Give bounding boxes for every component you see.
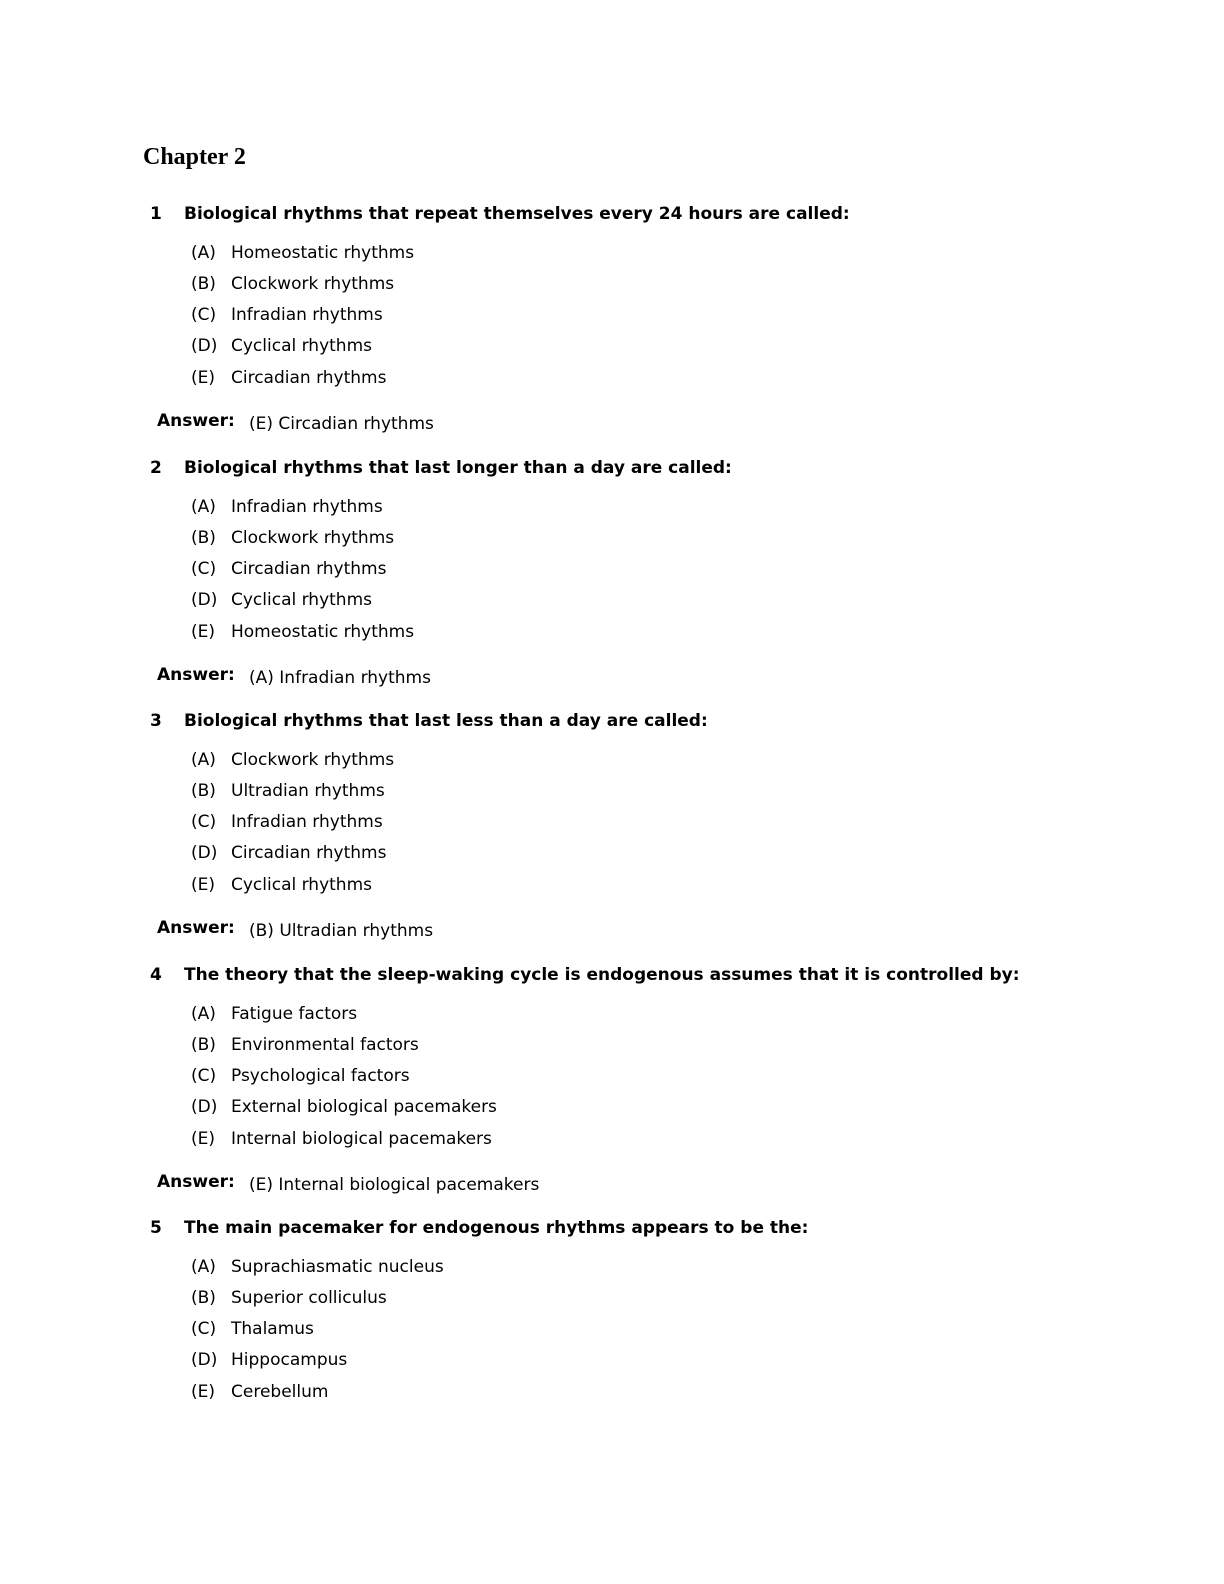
option-a xyxy=(191,496,383,518)
option-e xyxy=(191,621,414,643)
question-number: 2 xyxy=(150,458,162,478)
question-3 xyxy=(0,710,1224,940)
answer-label: Answer: xyxy=(157,1172,235,1192)
option-a xyxy=(191,242,414,264)
answer-value: (E) Circadian rhythms xyxy=(249,414,434,434)
option-text: Homeostatic rhythms xyxy=(231,243,415,263)
option-c xyxy=(191,1065,410,1087)
option-d xyxy=(191,1349,347,1371)
option-a xyxy=(191,1003,357,1025)
answer-row xyxy=(157,667,431,689)
option-c xyxy=(191,1318,314,1340)
question-number: 1 xyxy=(150,204,162,224)
option-letter: (E) xyxy=(191,622,216,642)
option-e xyxy=(191,1381,328,1403)
option-b xyxy=(191,273,394,295)
option-e xyxy=(191,874,372,896)
option-letter: (B) xyxy=(191,1288,216,1308)
option-c xyxy=(191,811,383,833)
option-text: Hippocampus xyxy=(231,1350,348,1370)
answer-label: Answer: xyxy=(157,665,235,685)
option-text: Suprachiasmatic nucleus xyxy=(231,1257,444,1277)
option-text: Clockwork rhythms xyxy=(231,274,395,294)
option-letter: (A) xyxy=(191,497,216,517)
option-text: Circadian rhythms xyxy=(231,368,387,388)
option-letter: (E) xyxy=(191,1382,216,1402)
question-number: 3 xyxy=(150,711,162,731)
answer-value: (B) Ultradian rhythms xyxy=(249,921,434,941)
option-letter: (C) xyxy=(191,305,217,325)
option-letter: (C) xyxy=(191,812,217,832)
option-text: Infradian rhythms xyxy=(231,305,383,325)
option-letter: (D) xyxy=(191,1350,218,1370)
answer-value: (A) Infradian rhythms xyxy=(249,668,431,688)
chapter-title: Chapter 2 xyxy=(143,144,246,170)
option-text: Psychological factors xyxy=(231,1066,410,1086)
question-5 xyxy=(0,1217,1224,1447)
option-letter: (D) xyxy=(191,336,218,356)
option-a xyxy=(191,749,394,771)
option-text: Cyclical rhythms xyxy=(231,336,372,356)
question-text: The main pacemaker for endogenous rhythms appears to be the: xyxy=(184,1218,809,1238)
option-b xyxy=(191,527,394,549)
option-c xyxy=(191,304,383,326)
option-e xyxy=(191,1128,492,1150)
option-b xyxy=(191,780,385,802)
answer-value: (E) Internal biological pacemakers xyxy=(249,1175,540,1195)
option-text: Circadian rhythms xyxy=(231,559,387,579)
option-letter: (C) xyxy=(191,1319,217,1339)
option-letter: (E) xyxy=(191,368,216,388)
option-text: Ultradian rhythms xyxy=(231,781,385,801)
question-2 xyxy=(0,457,1224,687)
question-number: 5 xyxy=(150,1218,162,1238)
option-text: Circadian rhythms xyxy=(231,843,387,863)
option-letter: (B) xyxy=(191,528,216,548)
question-text: Biological rhythms that last less than a day are called: xyxy=(184,711,708,731)
option-text: Cyclical rhythms xyxy=(231,875,372,895)
option-letter: (D) xyxy=(191,590,218,610)
answer-row xyxy=(157,413,434,435)
option-b xyxy=(191,1034,419,1056)
option-d xyxy=(191,335,372,357)
option-text: Cerebellum xyxy=(231,1382,329,1402)
option-text: Cyclical rhythms xyxy=(231,590,372,610)
option-letter: (A) xyxy=(191,1004,216,1024)
option-letter: (E) xyxy=(191,875,216,895)
question-text: Biological rhythms that last longer than a day are called: xyxy=(184,458,732,478)
option-text: Internal biological pacemakers xyxy=(231,1129,492,1149)
option-text: Infradian rhythms xyxy=(231,812,383,832)
option-a xyxy=(191,1256,444,1278)
option-text: Homeostatic rhythms xyxy=(231,622,415,642)
question-text: Biological rhythms that repeat themselves every 24 hours are called: xyxy=(184,204,850,224)
option-letter: (C) xyxy=(191,559,217,579)
option-letter: (D) xyxy=(191,1097,218,1117)
question-1 xyxy=(0,203,1224,433)
option-text: Fatigue factors xyxy=(231,1004,358,1024)
option-text: Clockwork rhythms xyxy=(231,750,395,770)
option-e xyxy=(191,367,386,389)
answer-label: Answer: xyxy=(157,918,235,938)
option-letter: (E) xyxy=(191,1129,216,1149)
option-text: Infradian rhythms xyxy=(231,497,383,517)
option-text: Environmental factors xyxy=(231,1035,419,1055)
option-c xyxy=(191,558,386,580)
option-letter: (A) xyxy=(191,1257,216,1277)
option-d xyxy=(191,589,372,611)
option-letter: (B) xyxy=(191,781,216,801)
answer-row xyxy=(157,1174,539,1196)
option-d xyxy=(191,842,386,864)
answer-label: Answer: xyxy=(157,411,235,431)
option-b xyxy=(191,1287,387,1309)
option-text: Thalamus xyxy=(231,1319,314,1339)
option-letter: (A) xyxy=(191,243,216,263)
option-letter: (C) xyxy=(191,1066,217,1086)
option-letter: (B) xyxy=(191,274,216,294)
question-text: The theory that the sleep-waking cycle is endogenous assumes that it is controlled by: xyxy=(184,965,1020,985)
option-letter: (D) xyxy=(191,843,218,863)
answer-row xyxy=(157,920,433,942)
question-4 xyxy=(0,964,1224,1194)
option-text: Superior colliculus xyxy=(231,1288,387,1308)
option-text: External biological pacemakers xyxy=(231,1097,497,1117)
option-text: Clockwork rhythms xyxy=(231,528,395,548)
option-letter: (B) xyxy=(191,1035,216,1055)
option-letter: (A) xyxy=(191,750,216,770)
option-d xyxy=(191,1096,497,1118)
question-number: 4 xyxy=(150,965,162,985)
